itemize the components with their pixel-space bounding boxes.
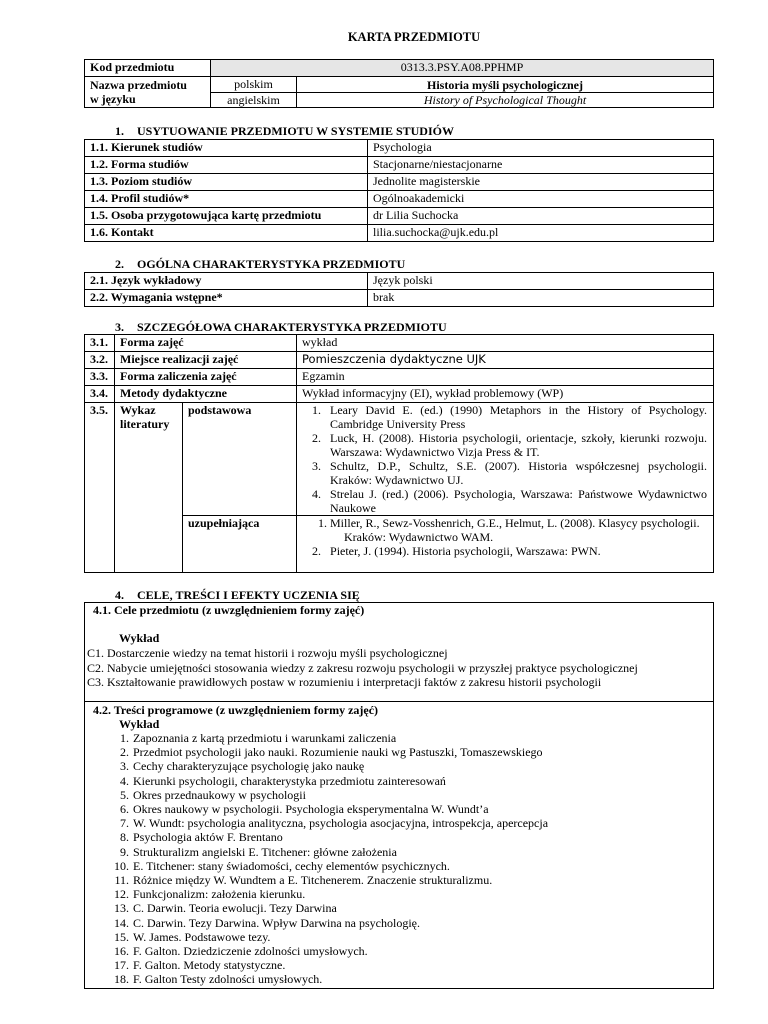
row-value: Język polski bbox=[368, 273, 714, 290]
row-value: Wykład informacyjny (EI), wykład problemowy (WP) bbox=[297, 386, 714, 403]
list-item: 12. Funkcjonalizm: założenia kierunku. bbox=[114, 887, 306, 902]
section-3-heading: 3. SZCZEGÓŁOWA CHARAKTERYSTYKA PRZEDMIOTU bbox=[115, 320, 447, 334]
list-item: 4. Strelau J. (red.) (2006). Psychologia, Warszawa: Państwowe Wydawnictwo Naukowe bbox=[312, 487, 707, 515]
row-label: Miejsce realizacji zajęć bbox=[115, 352, 297, 369]
list-item: 7. W. Wundt: psychologia analityczna, psychologia asocjacyjna, introspekcja, apercepcja bbox=[120, 816, 549, 831]
list-item: 3. Schultz, D.P., Schultz, S.E. (2007). Historia współczesnej psychologii. Kraków: Wydawnictwo UJ. bbox=[312, 459, 707, 487]
row-value: Psychologia bbox=[368, 140, 714, 157]
list-item: 15. W. James. Podstawowe tezy. bbox=[114, 929, 271, 944]
list-item: 17. F. Galton. Metody statystyczne. bbox=[114, 958, 286, 973]
document-title: KARTA PRZEDMIOTU bbox=[347, 30, 481, 44]
row-number: 3.3. bbox=[85, 369, 115, 386]
section-1-heading: 1. USYTUOWANIE PRZEDMIOTU W SYSTEMIE STUDIÓW bbox=[115, 124, 454, 138]
lang-polish-label: polskim bbox=[211, 77, 297, 93]
row-label: 1.6. Kontakt bbox=[85, 225, 368, 242]
subject-header-table bbox=[84, 59, 714, 108]
section-1-table bbox=[84, 139, 714, 242]
goals-subtitle: Wykład bbox=[119, 631, 160, 645]
code-value: 0313.3.PSY.A08.PPHMP bbox=[211, 60, 714, 77]
lang-english-label: angielskim bbox=[211, 93, 297, 108]
section-2-heading: 2. OGÓLNA CHARAKTERYSTYKA PRZEDMIOTU bbox=[115, 257, 406, 271]
section-3-table bbox=[84, 334, 714, 573]
list-item: 13. C. Darwin. Teoria ewolucji. Tezy Darwina bbox=[114, 901, 337, 916]
code-label: Kod przedmiotu bbox=[85, 60, 211, 77]
goals-title: 4.1. Cele przedmiotu (z uwzględnieniem formy zajęć) bbox=[93, 603, 365, 617]
subject-name-polish: Historia myśli psychologicznej bbox=[297, 77, 714, 93]
row-label: Forma zajęć bbox=[115, 335, 297, 352]
row-number: 3.4. bbox=[85, 386, 115, 403]
list-item: 1. Miller, R., Sewz-Vosshenrich, G.E., Helmut, L. (2008). Klasycy psychologii. Kraków: Wydawnictwo WAM. bbox=[318, 516, 700, 544]
list-item: 1. Zapoznania z kartą przedmiotu i warunkami zaliczenia bbox=[120, 731, 397, 745]
section-4-heading: 4. CELE, TREŚCI I EFEKTY UCZENIA SIĘ bbox=[115, 588, 360, 602]
supplementary-literature-label: uzupełniająca bbox=[183, 516, 297, 573]
course-goals-box bbox=[84, 602, 714, 702]
list-item: 16. F. Galton. Dziedziczenie zdolności umysłowych. bbox=[114, 944, 368, 959]
row-value: Ogólnoakademicki bbox=[368, 191, 714, 208]
row-value: Pomieszczenia dydaktyczne UJK bbox=[297, 352, 714, 369]
literature-label: Wykaz literatury bbox=[115, 403, 183, 573]
program-list bbox=[85, 731, 705, 987]
basic-literature-label: podstawowa bbox=[183, 403, 297, 516]
row-label: 1.1. Kierunek studiów bbox=[85, 140, 368, 157]
program-content-box bbox=[84, 701, 714, 989]
supplementary-literature-list bbox=[297, 516, 714, 573]
goals-list bbox=[87, 646, 638, 690]
contact-email: lilia.suchocka@ujk.edu.pl bbox=[368, 225, 714, 242]
goal-item: C1. Dostarczenie wiedzy na temat historii i rozwoju myśli psychologicznej bbox=[87, 646, 448, 660]
row-value: Stacjonarne/niestacjonarne bbox=[368, 157, 714, 174]
row-number: 3.1. bbox=[85, 335, 115, 352]
row-label: 1.4. Profil studiów* bbox=[85, 191, 368, 208]
list-item: 10. E. Titchener: stany świadomości, cechy elementów psychicznych. bbox=[114, 858, 450, 873]
program-title: 4.2. Treści programowe (z uwzględnieniem formy zajęć) bbox=[93, 703, 379, 717]
row-label: Forma zaliczenia zajęć bbox=[115, 369, 297, 386]
goal-item: C2. Nabycie umiejętności stosowania wiedzy z zakresu rozwoju psychologii w przyszłej praktyce psychologicznej bbox=[87, 660, 638, 675]
list-item: 2. Przedmiot psychologii jako nauki. Rozumienie nauki wg Pastuszki, Tomaszewskiego bbox=[120, 745, 543, 760]
row-number: 3.5. bbox=[85, 403, 115, 573]
row-value: wykład bbox=[297, 335, 714, 352]
list-item: 8. Psychologia aktów F. Brentano bbox=[120, 830, 283, 845]
subject-name-english: History of Psychological Thought bbox=[297, 93, 714, 108]
list-item: 2. Pieter, J. (1994). Historia psychologii, Warszawa: PWN. bbox=[312, 544, 601, 558]
list-item: 9. Strukturalizm angielski E. Titchener: główne założenia bbox=[120, 844, 397, 859]
row-value: brak bbox=[368, 290, 714, 307]
list-item: 11. Różnice między W. Wundtem a E. Titchenerem. Znaczenie strukturalizmu. bbox=[114, 873, 493, 888]
row-label: 2.1. Język wykładowy bbox=[85, 273, 368, 290]
row-label: 1.2. Forma studiów bbox=[85, 157, 368, 174]
row-label: 1.3. Poziom studiów bbox=[85, 174, 368, 191]
list-item: 5. Okres przednaukowy w psychologii bbox=[120, 787, 306, 802]
section-2-table bbox=[84, 272, 714, 307]
row-number: 3.2. bbox=[85, 352, 115, 369]
row-label: 2.2. Wymagania wstępne* bbox=[85, 290, 368, 307]
name-label: Nazwa przedmiotu w języku bbox=[85, 77, 211, 108]
list-item: 3. Cechy charakteryzujące psychologię jako naukę bbox=[120, 759, 365, 774]
row-label: 1.5. Osoba przygotowująca kartę przedmiotu bbox=[85, 208, 368, 225]
list-item: 4. Kierunki psychologii, charakterystyka przedmiotu zainteresowań bbox=[120, 773, 446, 788]
goal-item: C3. Kształtowanie prawidłowych postaw w rozumieniu i interpretacji faktów z zakresu historii psychologii bbox=[87, 675, 602, 689]
basic-literature-list bbox=[297, 403, 714, 516]
list-item: 2. Luck, H. (2008). Historia psychologii, orientacje, szkoły, kierunki rozwoju. Warszawa: Wydawnictwo Vizja Press & IT. bbox=[312, 431, 707, 459]
program-subtitle: Wykład bbox=[119, 717, 160, 731]
list-item: 18. F. Galton Testy zdolności umysłowych. bbox=[114, 972, 323, 987]
row-value: dr Lilia Suchocka bbox=[368, 208, 714, 225]
row-value: Jednolite magisterskie bbox=[368, 174, 714, 191]
row-label: Metody dydaktyczne bbox=[115, 386, 297, 403]
list-item: 6. Okres naukowy w psychologii. Psychologia eksperymentalna W. Wundt’a bbox=[120, 802, 489, 817]
row-value: Egzamin bbox=[297, 369, 714, 386]
list-item: 14. C. Darwin. Tezy Darwina. Wpływ Darwina na psychologię. bbox=[114, 915, 420, 930]
list-item: 1. Leary David E. (ed.) (1990) Metaphors in the History of Psychology. Cambridge University Press bbox=[312, 403, 707, 431]
